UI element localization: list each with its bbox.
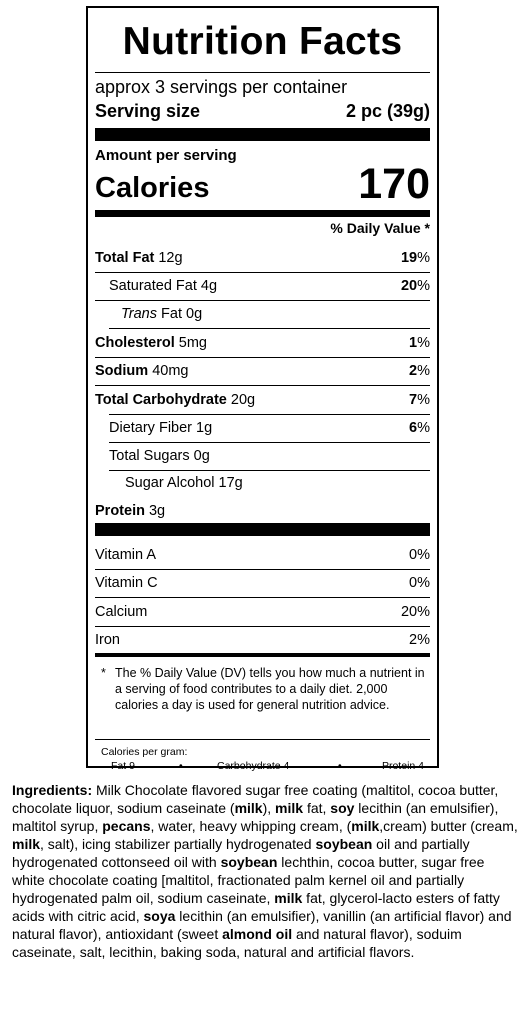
ingredients-label: Ingredients: — [12, 782, 93, 798]
cpg-bullet: • — [179, 760, 183, 772]
ingredients-statement — [12, 781, 518, 961]
cpg-carbohydrate: Carbohydrate 4 — [217, 760, 290, 772]
nutrient-row — [95, 272, 430, 300]
daily-value-percent: 1% — [409, 335, 430, 351]
nutrient-name: Cholesterol 5mg — [95, 335, 208, 351]
vitamin-row — [95, 626, 430, 654]
allergen: almond oil — [222, 926, 293, 942]
vitamin-name: Vitamin A — [95, 547, 156, 563]
allergen: soya — [143, 908, 176, 924]
vitamin-percent: 2% — [409, 632, 430, 648]
allergen: milk — [275, 800, 304, 816]
vitamin-name: Calcium — [95, 604, 148, 620]
nutrient-row — [95, 244, 430, 272]
nutrient-name: Trans Fat 0g — [121, 306, 203, 322]
daily-value-percent: 7% — [409, 392, 430, 408]
vitamin-name: Iron — [95, 632, 120, 648]
nutrient-name: Saturated Fat 4g — [109, 278, 218, 294]
calories-value: 170 — [358, 160, 430, 208]
nutrient-row — [95, 300, 430, 328]
nutrient-row — [95, 442, 430, 470]
thick-bar — [95, 523, 430, 536]
nutrient-row — [95, 469, 430, 497]
daily-value-percent: 6% — [409, 420, 430, 436]
vitamin-name: Vitamin C — [95, 575, 158, 591]
nutrition-facts-panel — [86, 6, 439, 772]
serving-size-value: 2 pc (39g) — [345, 101, 430, 121]
nutrient-name: Total Sugars 0g — [109, 448, 210, 464]
allergen: milk — [351, 818, 380, 834]
panel-title: Nutrition Facts — [122, 20, 403, 63]
nutrient-row — [95, 386, 430, 414]
daily-value-percent: 19% — [400, 250, 430, 266]
nutrient-name: Total Fat 12g — [95, 250, 183, 266]
vitamin-percent: 20% — [400, 604, 430, 620]
vitamin-row — [95, 569, 430, 597]
daily-value-header: % Daily Value * — [330, 220, 430, 236]
allergen: milk — [234, 800, 263, 816]
divider — [95, 72, 430, 73]
serving-size-label: Serving size — [95, 101, 201, 121]
thick-bar — [95, 128, 430, 141]
allergen: soybean — [315, 836, 373, 852]
nutrient-row — [95, 414, 430, 442]
footnote-text: The % Daily Value (DV) tells you how much a nutrient in a serving of food contributes to a daily diet. 2,000 calories a day is used for general nutrition advice. — [115, 666, 425, 712]
cpg-protein: Protein 4 — [381, 760, 424, 772]
daily-value-percent: 2% — [409, 363, 430, 379]
nutrient-row — [95, 497, 430, 525]
cpg-bullet: • — [338, 760, 342, 772]
vitamin-row — [95, 598, 430, 626]
vitamin-percent: 0% — [409, 575, 430, 591]
medium-bar — [95, 210, 430, 217]
nutrient-name: Protein 3g — [95, 503, 166, 519]
cpg-fat: Fat 9 — [111, 760, 135, 772]
nutrient-name: Sugar Alcohol 17g — [125, 475, 243, 491]
footnote-star: * — [101, 666, 106, 680]
allergen: milk — [12, 836, 41, 852]
allergen: pecans — [102, 818, 151, 834]
nutrient-name: Sodium 40mg — [95, 363, 189, 379]
allergen: soy — [330, 800, 355, 816]
nutrient-row — [95, 357, 430, 385]
allergen: soybean — [220, 854, 278, 870]
daily-value-percent: 20% — [400, 278, 430, 294]
calories-label: Calories — [95, 172, 210, 204]
divider — [95, 739, 430, 740]
vitamin-row — [95, 541, 430, 569]
amount-per-serving: Amount per serving — [95, 147, 237, 164]
ingredients-text: Milk Chocolate flavored sugar free coating (maltitol, cocoa butter, chocolate liquor, sodium caseinate (milk), milk fat, soy lecithin (an emulsifier), maltitol syrup, pecans, water, heavy whipping cream, (milk,cream) butter (cream, milk, salt), icing stabilizer partially hydrogenated soybean oil and partially hydrogenated cottonseed oil with soybean lechthin, cocoa butter, sugar free white chocolate coating [maltitol, fractionated palm kernel oil and partially hydrogenated palm oil, sodium caseinate, milk fat, glycerol-lacto esters of fatty acids with citric acid, soya lecithin (an emulsifier), vanillin (an artificial flavor) and natural flavor), antioxidant (sweet almond oil and natural flavor), soduim caseinate, salt, lecithin, baking soda, natural and artificial flavors. — [12, 782, 518, 960]
allergen: milk — [274, 890, 303, 906]
servings-per-container: approx 3 servings per container — [95, 77, 348, 97]
nutrient-name: Dietary Fiber 1g — [109, 420, 213, 436]
nutrient-row — [95, 329, 430, 357]
calories-per-gram-label: Calories per gram: — [101, 746, 188, 758]
medium-bar — [95, 653, 430, 657]
vitamin-percent: 0% — [409, 547, 430, 563]
nutrient-name: Total Carbohydrate 20g — [95, 392, 256, 408]
